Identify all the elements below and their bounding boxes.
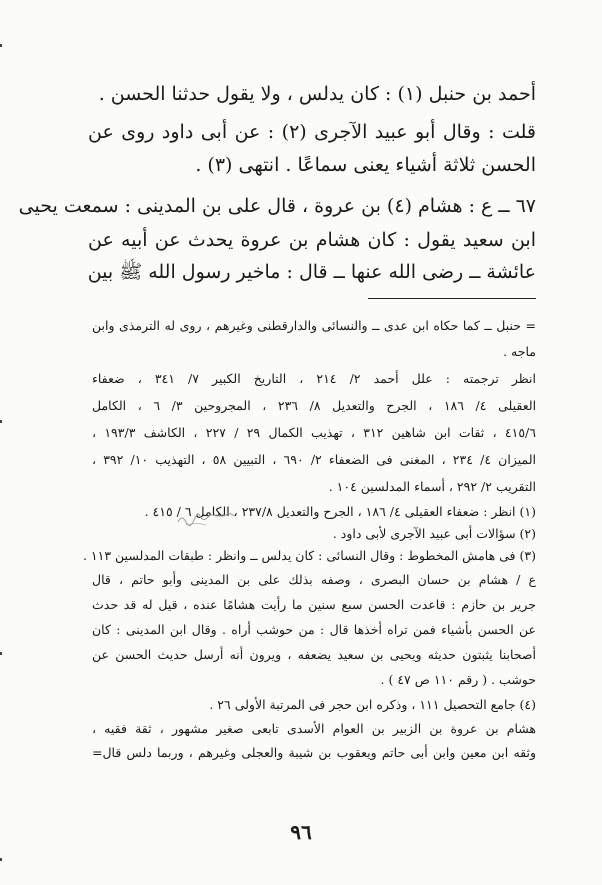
main-line-2: قلت : وقال أبو عبيد الآجرى (٢) : عن أبى داود روى عن	[88, 121, 536, 143]
footnote-line-8: (١) انظر : ضعفاء العقيلى ٤/ ١٨٦ ، الجرح والتعديل ٢٣٧/٨ ، الكامل ٦ / ٤١٥ .	[144, 504, 536, 519]
footnote-line-2: ماجه .	[503, 344, 536, 359]
main-line-1: أحمد بن حنبل (١) : كان يدلس ، ولا يقول حدثنا الحسن .	[98, 83, 536, 105]
footnote-line-6: الميزان ٤/ ٢٣٤ ، المغنى فى الضعفاء ٢/ ٦٩٠ ، التبيين ٥٨ ، التهذيب ١٠/ ٣٩٢ ،	[92, 452, 537, 467]
main-line-6: عائشة ــ رضى الله عنها ــ قال : ماخير رسول الله ﷺ بين	[87, 261, 536, 283]
footnote-line-18: وثقه ابن معين وابن أبى حاتم ويعقوب بن شيبة والعجلى وغيرهم ، وربما دلس قال=	[92, 745, 536, 760]
footnote-line-16: (٤) جامع التحصيل ١١١ ، وذكره ابن حجر فى المرتبة الأولى ٢٦ .	[209, 697, 536, 712]
footnote-line-15: حوشب . ( رقم ١١٠ ص ٤٧ ) .	[380, 672, 536, 687]
footnote-line-12: جرير بن حازم : قاعدت الحسن سبع سنين ما رأيت هشامًا عنده ، قيل له قد حدث	[92, 597, 536, 612]
main-line-3: الحسن ثلاثة أشياء يعنى سماعًا . انتهى (٣) .	[195, 154, 536, 176]
footnote-line-17: هشام بن عروة بن الزبير بن العوام الأسدى تابعى صغير مشهور ، ثقة فقيه ،	[92, 721, 537, 736]
footnote-separator	[368, 298, 536, 299]
scan-edge-mark	[0, 652, 2, 655]
footnote-line-5: ٤١٥/٦ ، ثقات ابن شاهين ٣١٢ ، تهذيب الكمال ٢٩ / ٢٢٧ ، الكاشف ١٩٣/٣ ،	[92, 425, 536, 440]
scan-edge-mark	[0, 420, 2, 423]
footnote-line-7: التقريب ٢/ ٢٩٢ ، أسماء المدلسين ١٠٤ .	[328, 479, 536, 494]
main-line-4: ٦٧ ــ ع : هشام (٤) بن عروة ، قال على بن المدينى : سمعت يحيى	[18, 195, 536, 217]
footnote-line-11: ع / هشام بن حسان البصرى ، وصفه بذلك على بن المدينى وأبو حاتم ، قال	[92, 572, 536, 587]
footnote-line-9: (٢) سؤالات أبى عبيد الآجرى لأبى داود .	[332, 526, 536, 541]
handwritten-note-scribble	[176, 510, 238, 528]
footnote-line-3: انظر ترجمته : علل أحمد ٢/ ٢١٤ ، التاريخ الكبير ٧/ ٣٤١ ، ضعفاء	[92, 371, 537, 386]
footnote-line-1: = حنبل ــ كما حكاه ابن عدى ــ والنسائى والدارقطنى وغيرهم ، روى له الترمذى وابن	[92, 318, 536, 333]
scan-edge-mark	[0, 44, 2, 47]
footnote-line-4: العقيلى ٤/ ١٨٦ ، الجرح والتعديل ٨/ ٢٣٦ ، المجروحين ٣/ ٦ ، الكامل	[92, 398, 537, 413]
footnote-line-10: (٣) فى هامش المخطوط : وقال النسائى : كان يدلس ــ وانظر : طبقات المدلسين ١١٣ .	[82, 548, 536, 563]
page-number: ٩٦	[290, 820, 312, 844]
main-line-5: ابن سعيد يقول : كان هشام بن عروة يحدث عن أبيه عن	[88, 229, 536, 251]
footnote-line-14: أصحابنا يثبتون حديثه ويحيى بن سعيد يضعفه ، ويرون أنه أرسل حديث الحسن عن	[92, 647, 536, 662]
scan-edge-mark	[0, 858, 2, 861]
footnote-line-13: عن الحسن بأشياء فمن تراه أخذها قال : من حوشب أراه . وقال ابن المدينى : كان	[92, 622, 536, 637]
